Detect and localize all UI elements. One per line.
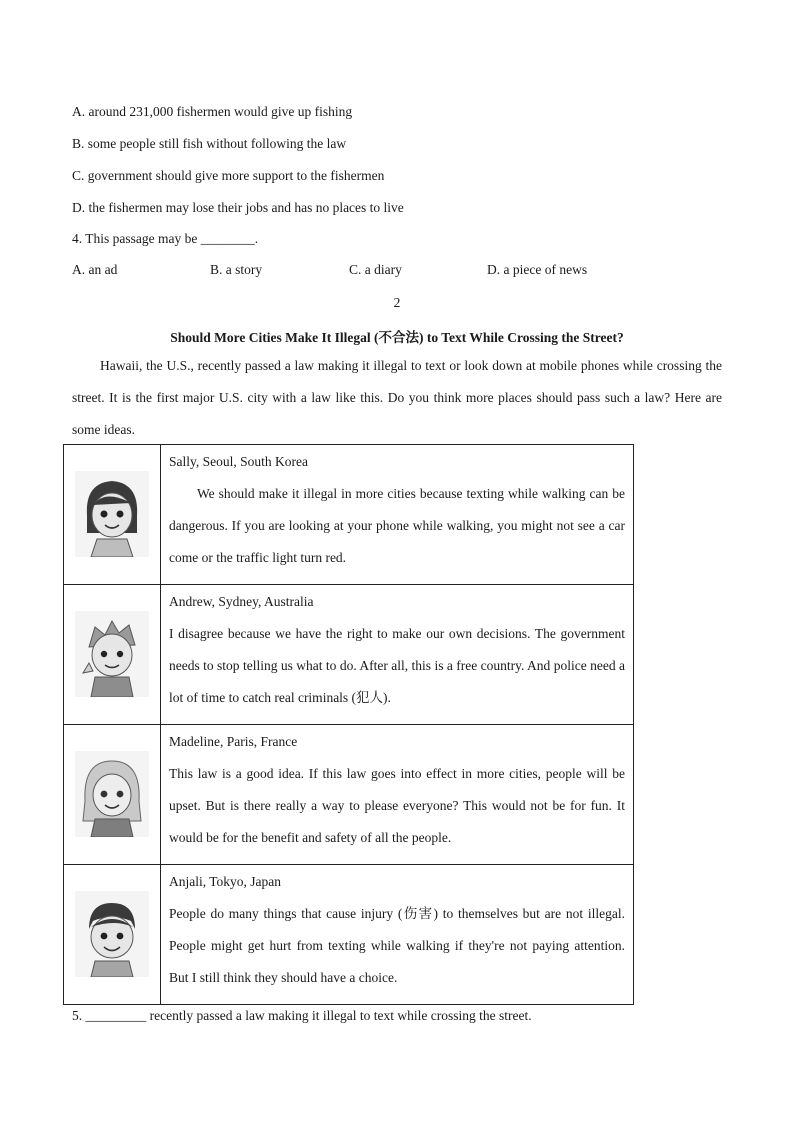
q4-options bbox=[72, 262, 722, 280]
opinion-cell bbox=[161, 725, 634, 865]
opinion-text: People do many things that cause injury (伤害) to themselves but are not illegal. People might get hurt from texting while walking if they're not paying attention. But I still think they should have a choice. bbox=[169, 906, 625, 985]
q4-option-a: A. an ad bbox=[72, 262, 118, 277]
opinion-row-andrew bbox=[64, 585, 634, 725]
girl-avatar-icon bbox=[75, 751, 149, 837]
opinion-cell bbox=[161, 585, 634, 725]
avatar-cell bbox=[64, 585, 161, 725]
q3-option-b: B. some people still fish without following the law bbox=[72, 136, 347, 151]
boy-avatar-icon bbox=[75, 891, 149, 977]
section-number: 2 bbox=[393, 295, 401, 310]
q3-option-a: A. around 231,000 fishermen would give up fishing bbox=[72, 104, 353, 119]
opinion-cell bbox=[161, 445, 634, 585]
q4-option-d: D. a piece of news bbox=[487, 262, 588, 277]
avatar-cell bbox=[64, 445, 161, 585]
q3-option-c: C. government should give more support to the fishermen bbox=[72, 168, 385, 183]
opinion-row-anjali bbox=[64, 865, 634, 1005]
q4-option-c: C. a diary bbox=[349, 262, 402, 277]
opinion-cell bbox=[161, 865, 634, 1005]
article-intro-text: Hawaii, the U.S., recently passed a law making it illegal to text or look down at mobile phones while crossing the street. It is the first major U.S. city with a law like this. Do you think more places should pass such a law? Here are some ideas. bbox=[72, 358, 722, 437]
opinion-row-sally bbox=[64, 445, 634, 585]
article-title: Should More Cities Make It Illegal (不合法) to Text While Crossing the Street? bbox=[170, 330, 624, 345]
avatar-cell bbox=[64, 725, 161, 865]
avatar-cell bbox=[64, 865, 161, 1005]
boy-avatar-icon bbox=[75, 611, 149, 697]
opinion-name: Andrew, Sydney, Australia bbox=[169, 594, 314, 609]
opinion-text: I disagree because we have the right to make our own decisions. The government needs to stop telling us what to do. After all, this is a free country. And police need a lot of time to catch real criminals (犯人). bbox=[169, 626, 625, 705]
q3-option-d: D. the fishermen may lose their jobs and has no places to live bbox=[72, 200, 404, 215]
opinion-name: Anjali, Tokyo, Japan bbox=[169, 874, 282, 889]
opinions-table bbox=[63, 444, 634, 1005]
q5-stem: 5. _________ recently passed a law making it illegal to text while crossing the street. bbox=[72, 1008, 532, 1023]
q4-option-b: B. a story bbox=[210, 262, 263, 277]
opinion-name: Sally, Seoul, South Korea bbox=[169, 454, 308, 469]
opinion-text: This law is a good idea. If this law goes into effect in more cities, people will be upset. But is there really a way to please everyone? This would not be for fun. It would be for the benefit and safety of all the people. bbox=[169, 766, 625, 845]
opinion-row-madeline bbox=[64, 725, 634, 865]
opinion-name: Madeline, Paris, France bbox=[169, 734, 298, 749]
article-intro bbox=[72, 350, 722, 446]
q4-stem: 4. This passage may be ________. bbox=[72, 231, 259, 246]
opinion-text: We should make it illegal in more cities because texting while walking can be dangerous. If you are looking at your phone while walking, you might not see a car come or the traffic light turn red. bbox=[169, 486, 625, 565]
girl-avatar-icon bbox=[75, 471, 149, 557]
